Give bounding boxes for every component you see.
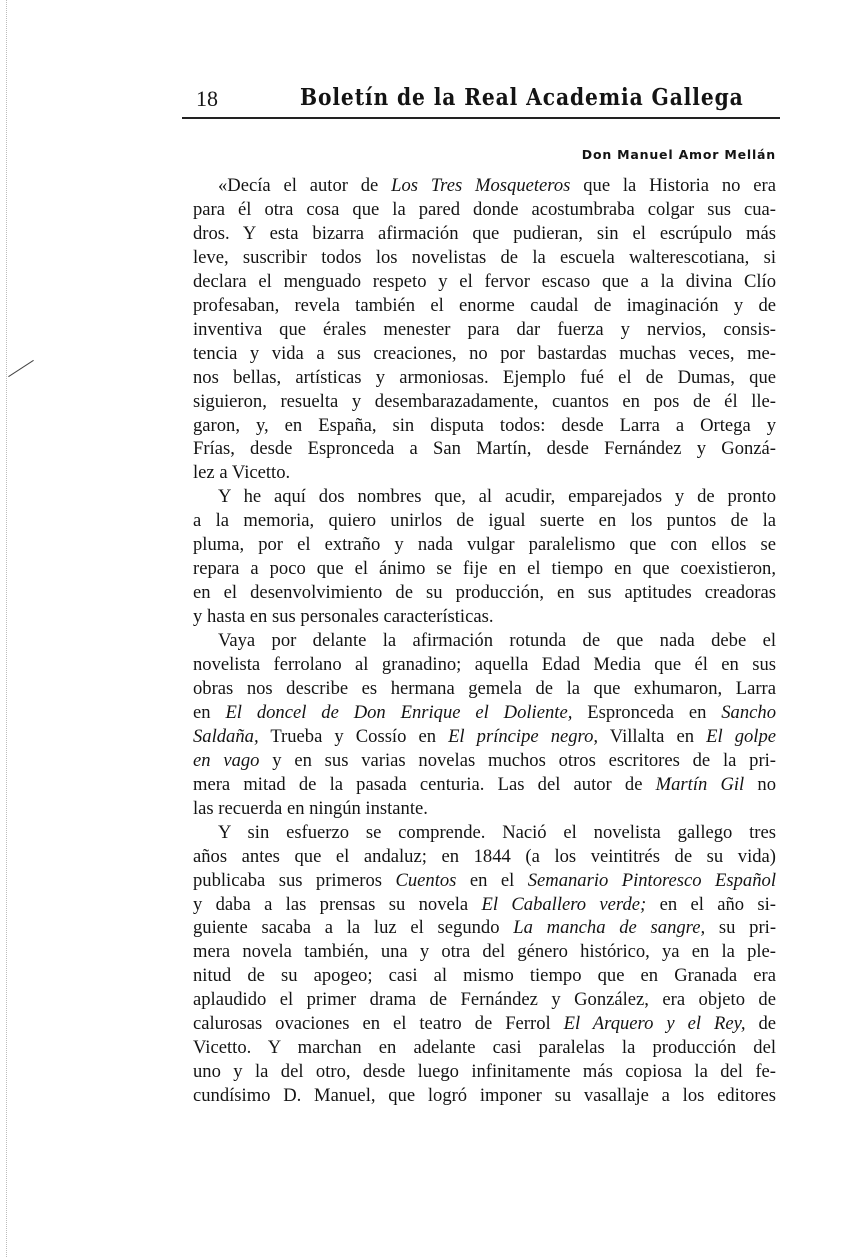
text-segment: en el: [456, 869, 528, 891]
text-segment: garon, y, en España, sin disputa todos: desde Larra a Ortega y: [193, 414, 776, 436]
text-segment: Vaya por delante la afirmación rotunda de que nada debe el: [218, 630, 776, 652]
text-line: [193, 438, 776, 462]
text-line: [193, 941, 776, 965]
text-segment: calurosas ovaciones en el teatro de Ferrol: [193, 1013, 564, 1035]
text-segment: lez a Vicetto.: [193, 462, 291, 484]
italic-title: en vago: [193, 749, 260, 771]
text-line: [193, 894, 776, 918]
page-number: 18: [196, 86, 218, 111]
text-line: [193, 702, 776, 726]
text-segment: uno y la del otro, desde luego infinitamente más copiosa la del fe-: [193, 1061, 776, 1083]
italic-title: El Caballero verde;: [481, 893, 647, 915]
text-line: [193, 870, 776, 894]
text-segment: mera mitad de la pasada centuria. Las del autor de: [193, 773, 656, 795]
text-segment: tencia y vida a sus creaciones, no por bastardas muchas veces, me-: [193, 342, 776, 364]
text-segment: para él otra cosa que la pared donde acostumbraba colgar sus cua-: [193, 198, 776, 220]
text-line: [193, 510, 776, 534]
text-segment: en: [193, 701, 226, 723]
text-line: [218, 486, 776, 510]
text-line: [193, 965, 776, 989]
text-segment: Vicetto. Y marchan en adelante casi paralelas la producción del: [193, 1037, 776, 1059]
italic-title: El golpe: [706, 725, 777, 747]
text-segment: y en sus varias novelas muchos otros escritores de la pri-: [259, 749, 777, 771]
text-line: [193, 846, 776, 870]
scan-edge: [6, 0, 7, 1257]
text-line: [193, 558, 776, 582]
text-segment: no: [744, 773, 777, 795]
text-segment: de: [745, 1013, 777, 1035]
text-segment: Y sin esfuerzo se comprende. Nació el novelista gallego tres: [218, 821, 776, 843]
running-title: Boletín de la Real Academia Gallega: [300, 84, 744, 111]
text-line: [218, 630, 776, 654]
text-segment: siguieron, resuelta y desembarazadamente, cuantos en pos de él lle-: [193, 390, 776, 412]
text-line: [193, 1013, 776, 1037]
text-segment: nitud de su apogeo; casi al mismo tiempo que en Granada era: [193, 965, 776, 987]
text-segment: aplaudido el primer drama de Fernández y González, era objeto de: [193, 989, 776, 1011]
text-segment: Espronceda en: [572, 701, 722, 723]
italic-title: Martín Gil: [655, 773, 745, 795]
text-line: [193, 582, 776, 606]
text-line: [193, 415, 776, 439]
italic-title: Sancho: [721, 701, 776, 723]
text-segment: cundísimo D. Manuel, que logró imponer su vasallaje a los editores: [193, 1085, 776, 1107]
text-segment: novelista ferrolano al granadino; aquella Edad Media que él en sus: [193, 654, 776, 675]
text-segment: repara a poco que el ánimo se fije en el tiempo en que coexistieron,: [193, 558, 776, 580]
italic-title: La mancha de sangre,: [513, 917, 706, 939]
text-line: [193, 247, 776, 271]
text-segment: dros. Y esta bizarra afirmación que pudieran, sin el escrúpulo más: [193, 222, 776, 244]
text-line: [193, 1085, 776, 1109]
text-line: [193, 343, 776, 367]
italic-title: Los Tres Mosqueteros: [391, 175, 571, 196]
text-line: [218, 822, 776, 846]
italic-title: El Arquero y el Rey,: [563, 1013, 746, 1035]
text-line: [193, 391, 776, 415]
text-line: [193, 606, 776, 630]
text-segment: «Decía el autor de: [218, 175, 392, 196]
text-line: [193, 654, 776, 678]
text-segment: Y he aquí dos nombres que, al acudir, emparejados y de pronto: [218, 486, 776, 508]
text-line: [193, 798, 776, 822]
article-author: Don Manuel Amor Mellán: [581, 147, 776, 162]
text-line: [193, 750, 776, 774]
text-segment: obras nos describe es hermana gemela de la que exhumaron, Larra: [193, 677, 776, 699]
text-line: [193, 1061, 776, 1085]
header-rule: [182, 117, 780, 119]
italic-title: Saldaña,: [193, 725, 259, 747]
text-line: [193, 774, 776, 798]
text-segment: Frías, desde Espronceda a San Martín, desde Fernández y Gonzá-: [193, 438, 776, 460]
text-segment: Villalta en: [598, 725, 707, 747]
text-line: [193, 917, 776, 941]
italic-title: El príncipe negro,: [448, 725, 599, 747]
text-line: [193, 989, 776, 1013]
text-segment: publicaba sus primeros: [193, 869, 396, 891]
text-segment: inventiva que érales menester para dar fuerza y nervios, consis-: [193, 318, 776, 340]
text-line: [193, 271, 776, 295]
text-segment: profesaban, revela también el enorme caudal de imaginación y de: [193, 294, 776, 316]
text-line: [193, 534, 776, 558]
text-line: [193, 295, 776, 319]
italic-title: El doncel de Don Enrique el Doliente,: [225, 701, 573, 723]
text-segment: en el año si-: [646, 893, 776, 915]
text-segment: las recuerda en ningún instante.: [193, 797, 428, 819]
text-segment: nos bellas, artísticas y armoniosas. Ejemplo fué el de Dumas, que: [193, 366, 776, 388]
text-segment: su pri-: [705, 917, 777, 939]
text-segment: Trueba y Cossío en: [258, 725, 449, 747]
text-line: [193, 1037, 776, 1061]
margin-mark: [8, 360, 34, 377]
text-segment: leve, suscribir todos los novelistas de la escuela walterescotiana, si: [193, 246, 776, 268]
text-segment: años antes que el andaluz; en 1844 (a los veintitrés de su vida): [193, 845, 776, 867]
text-line: [193, 319, 776, 343]
text-line: [193, 223, 776, 247]
text-segment: que la Historia no era: [570, 175, 776, 196]
text-line: [193, 199, 776, 223]
text-line: [193, 462, 776, 486]
text-segment: mera novela también, una y otra del género histórico, ya en la ple-: [193, 941, 776, 963]
italic-title: Cuentos: [395, 869, 457, 891]
italic-title: Semanario Pintoresco Español: [527, 869, 776, 891]
text-line: [193, 678, 776, 702]
text-segment: y daba a las prensas su novela: [193, 893, 482, 915]
text-segment: en el desenvolvimiento de su producción, en sus aptitudes creadoras: [193, 582, 776, 604]
text-segment: guiente sacaba a la luz el segundo: [193, 917, 514, 939]
text-segment: pluma, por el extraño y nada vulgar paralelismo que con ellos se: [193, 534, 776, 556]
text-segment: declara el menguado respeto y el fervor escaso que a la divina Clío: [193, 270, 776, 292]
text-line: [193, 367, 776, 391]
text-line: [218, 175, 776, 199]
text-segment: a la memoria, quiero unirlos de igual suerte en los puntos de la: [193, 510, 776, 532]
text-line: [193, 726, 776, 750]
text-segment: y hasta en sus personales características.: [193, 606, 494, 628]
